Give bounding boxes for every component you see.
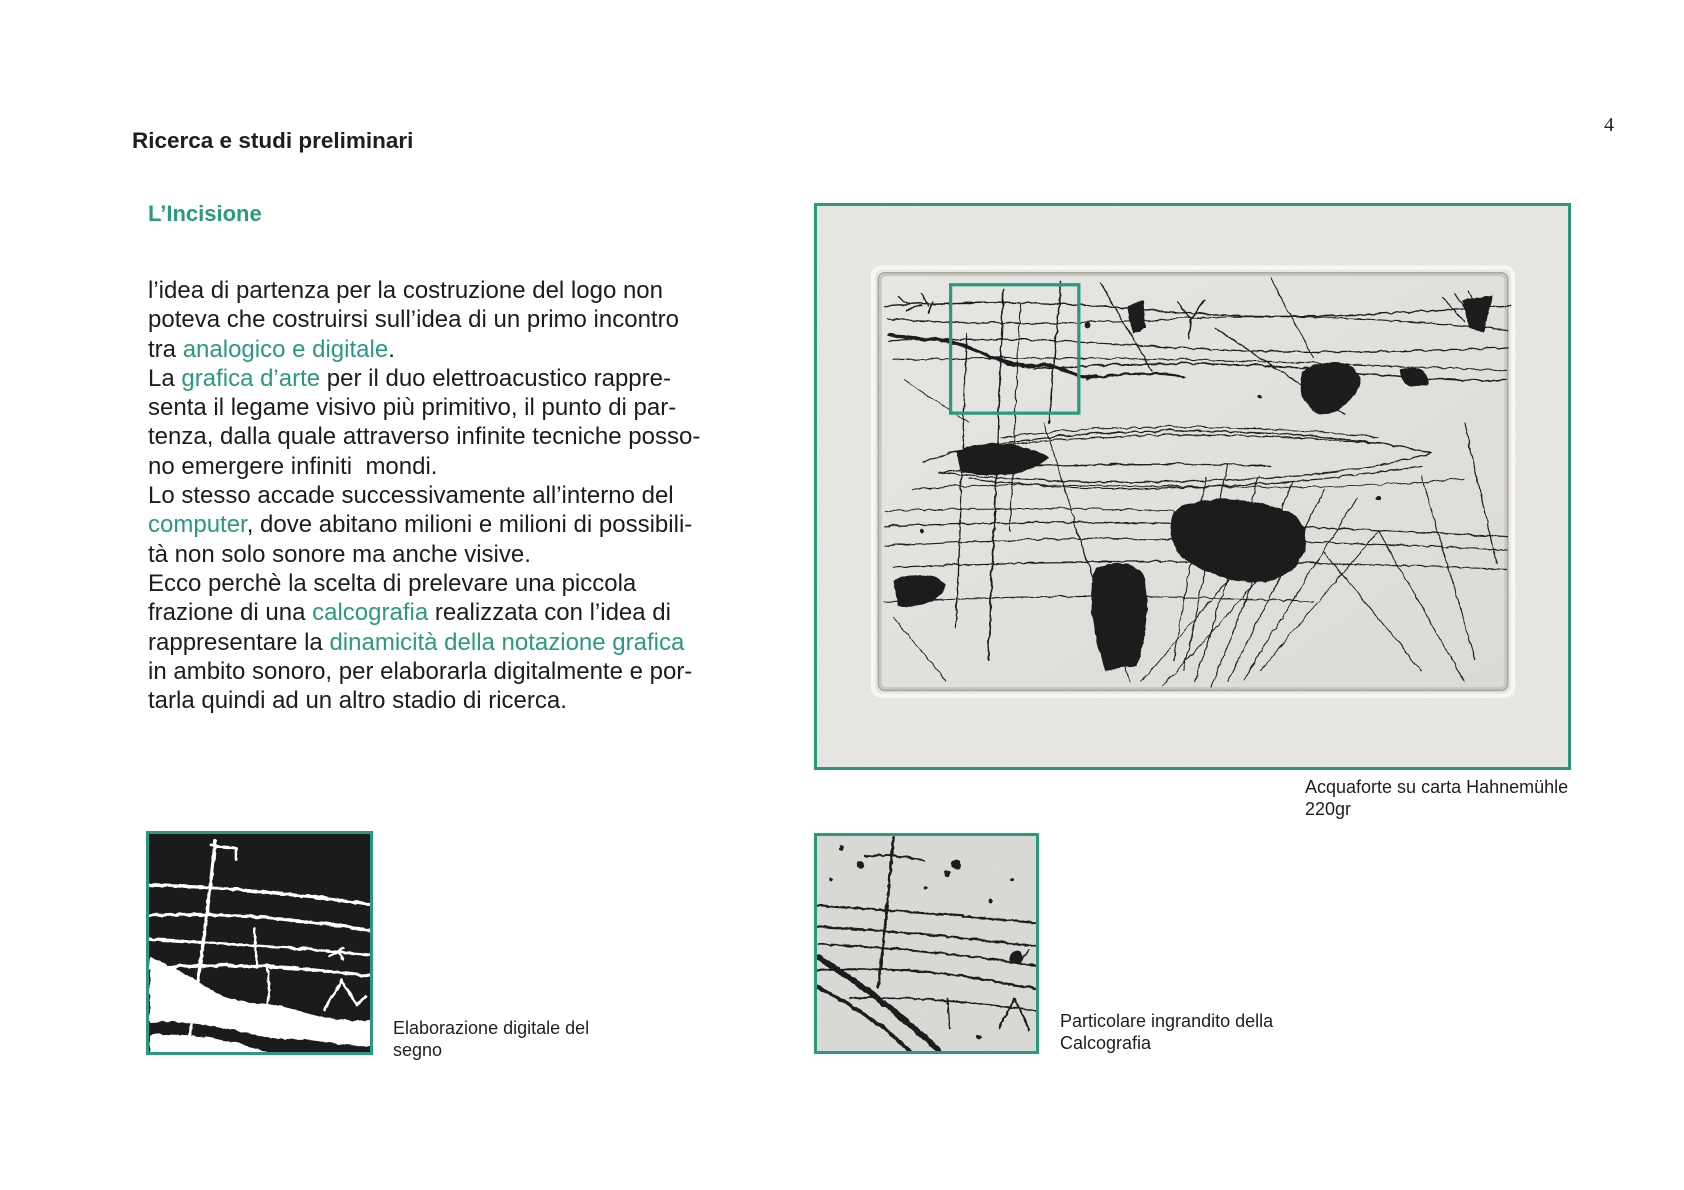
page-number: 4 (1604, 114, 1614, 136)
body-line (148, 335, 700, 364)
caption-line: segno (393, 1039, 443, 1060)
body-text-segment: Ecco perchè la scelta di prelevare una piccola (148, 569, 637, 597)
body-line (148, 305, 700, 334)
body-line (148, 364, 700, 393)
etching-detail-figure (814, 833, 1039, 1054)
etching-image (817, 206, 1568, 767)
body-text-segment: senta il legame visivo più primitivo, il punto di par- (148, 394, 677, 422)
caption-line: Acquaforte su carta Hahnemühle (1305, 777, 1569, 797)
page-header-title: Ricerca e studi preliminari (132, 128, 414, 153)
caption-line: 220gr (1305, 798, 1352, 819)
body-highlight: computer (148, 511, 247, 539)
body-line (148, 393, 700, 422)
body-text-segment: poteva che costruirsi sull’idea di un primo incontro (148, 306, 679, 334)
body-text-segment: frazione di una (148, 599, 313, 627)
body-highlight: dinamicità della notazione grafica (329, 628, 685, 656)
body-text-segment: tarla quindi ad un altro stadio di ricerca. (148, 687, 567, 715)
digital-elaboration-image (149, 834, 370, 1052)
body-text-segment: tà non solo sonore ma anche visive. (148, 540, 531, 568)
caption-line: Particolare ingrandito della (1060, 1011, 1274, 1031)
etching-caption (1305, 777, 1568, 820)
section-title: L’Incisione (148, 201, 262, 226)
body-text-segment: per il duo elettroacustico rappre- (320, 364, 671, 392)
caption-line: Elaborazione digitale del (393, 1018, 590, 1038)
body-text-segment: no emergere infiniti mondi. (148, 452, 438, 480)
body-line (148, 510, 700, 539)
body-line (148, 452, 700, 481)
body-highlight: grafica d’arte (181, 364, 321, 392)
body-line (148, 540, 700, 569)
etching-detail-image (817, 836, 1036, 1051)
body-text-segment: Lo stesso accade successivamente all’interno del (148, 482, 674, 510)
body-text-segment: in ambito sonoro, per elaborarla digitalmente e por- (148, 657, 693, 685)
body-text-segment: tra (148, 335, 183, 363)
body-line (148, 628, 700, 657)
etching-figure (814, 203, 1571, 770)
body-line (148, 422, 700, 451)
body-text-segment: , dove abitano milioni e milioni di possibili- (246, 511, 693, 539)
body-text-segment: l’idea di partenza per la costruzione del logo non (148, 277, 664, 304)
body-line (148, 598, 700, 627)
body-line (148, 657, 700, 686)
body-paragraph (148, 276, 700, 715)
caption-line: Calcografia (1060, 1032, 1152, 1053)
body-text-segment: tenza, dalla quale attraverso infinite tecniche posso- (148, 423, 701, 451)
body-text-segment: rappresentare la (148, 628, 330, 656)
body-highlight: analogico e digitale (182, 335, 389, 363)
body-text-segment: . (388, 335, 395, 363)
body-line (148, 569, 700, 598)
body-text-segment: realizzata con l’idea di (428, 599, 671, 627)
body-line (148, 686, 700, 715)
body-line (148, 481, 700, 510)
body-text-segment: La (148, 364, 182, 392)
digital-elaboration-figure (146, 831, 373, 1055)
body-line (148, 276, 700, 305)
digital-elaboration-caption (393, 1018, 589, 1061)
etching-detail-caption (1060, 1011, 1273, 1054)
body-highlight: calcografia (312, 599, 429, 627)
